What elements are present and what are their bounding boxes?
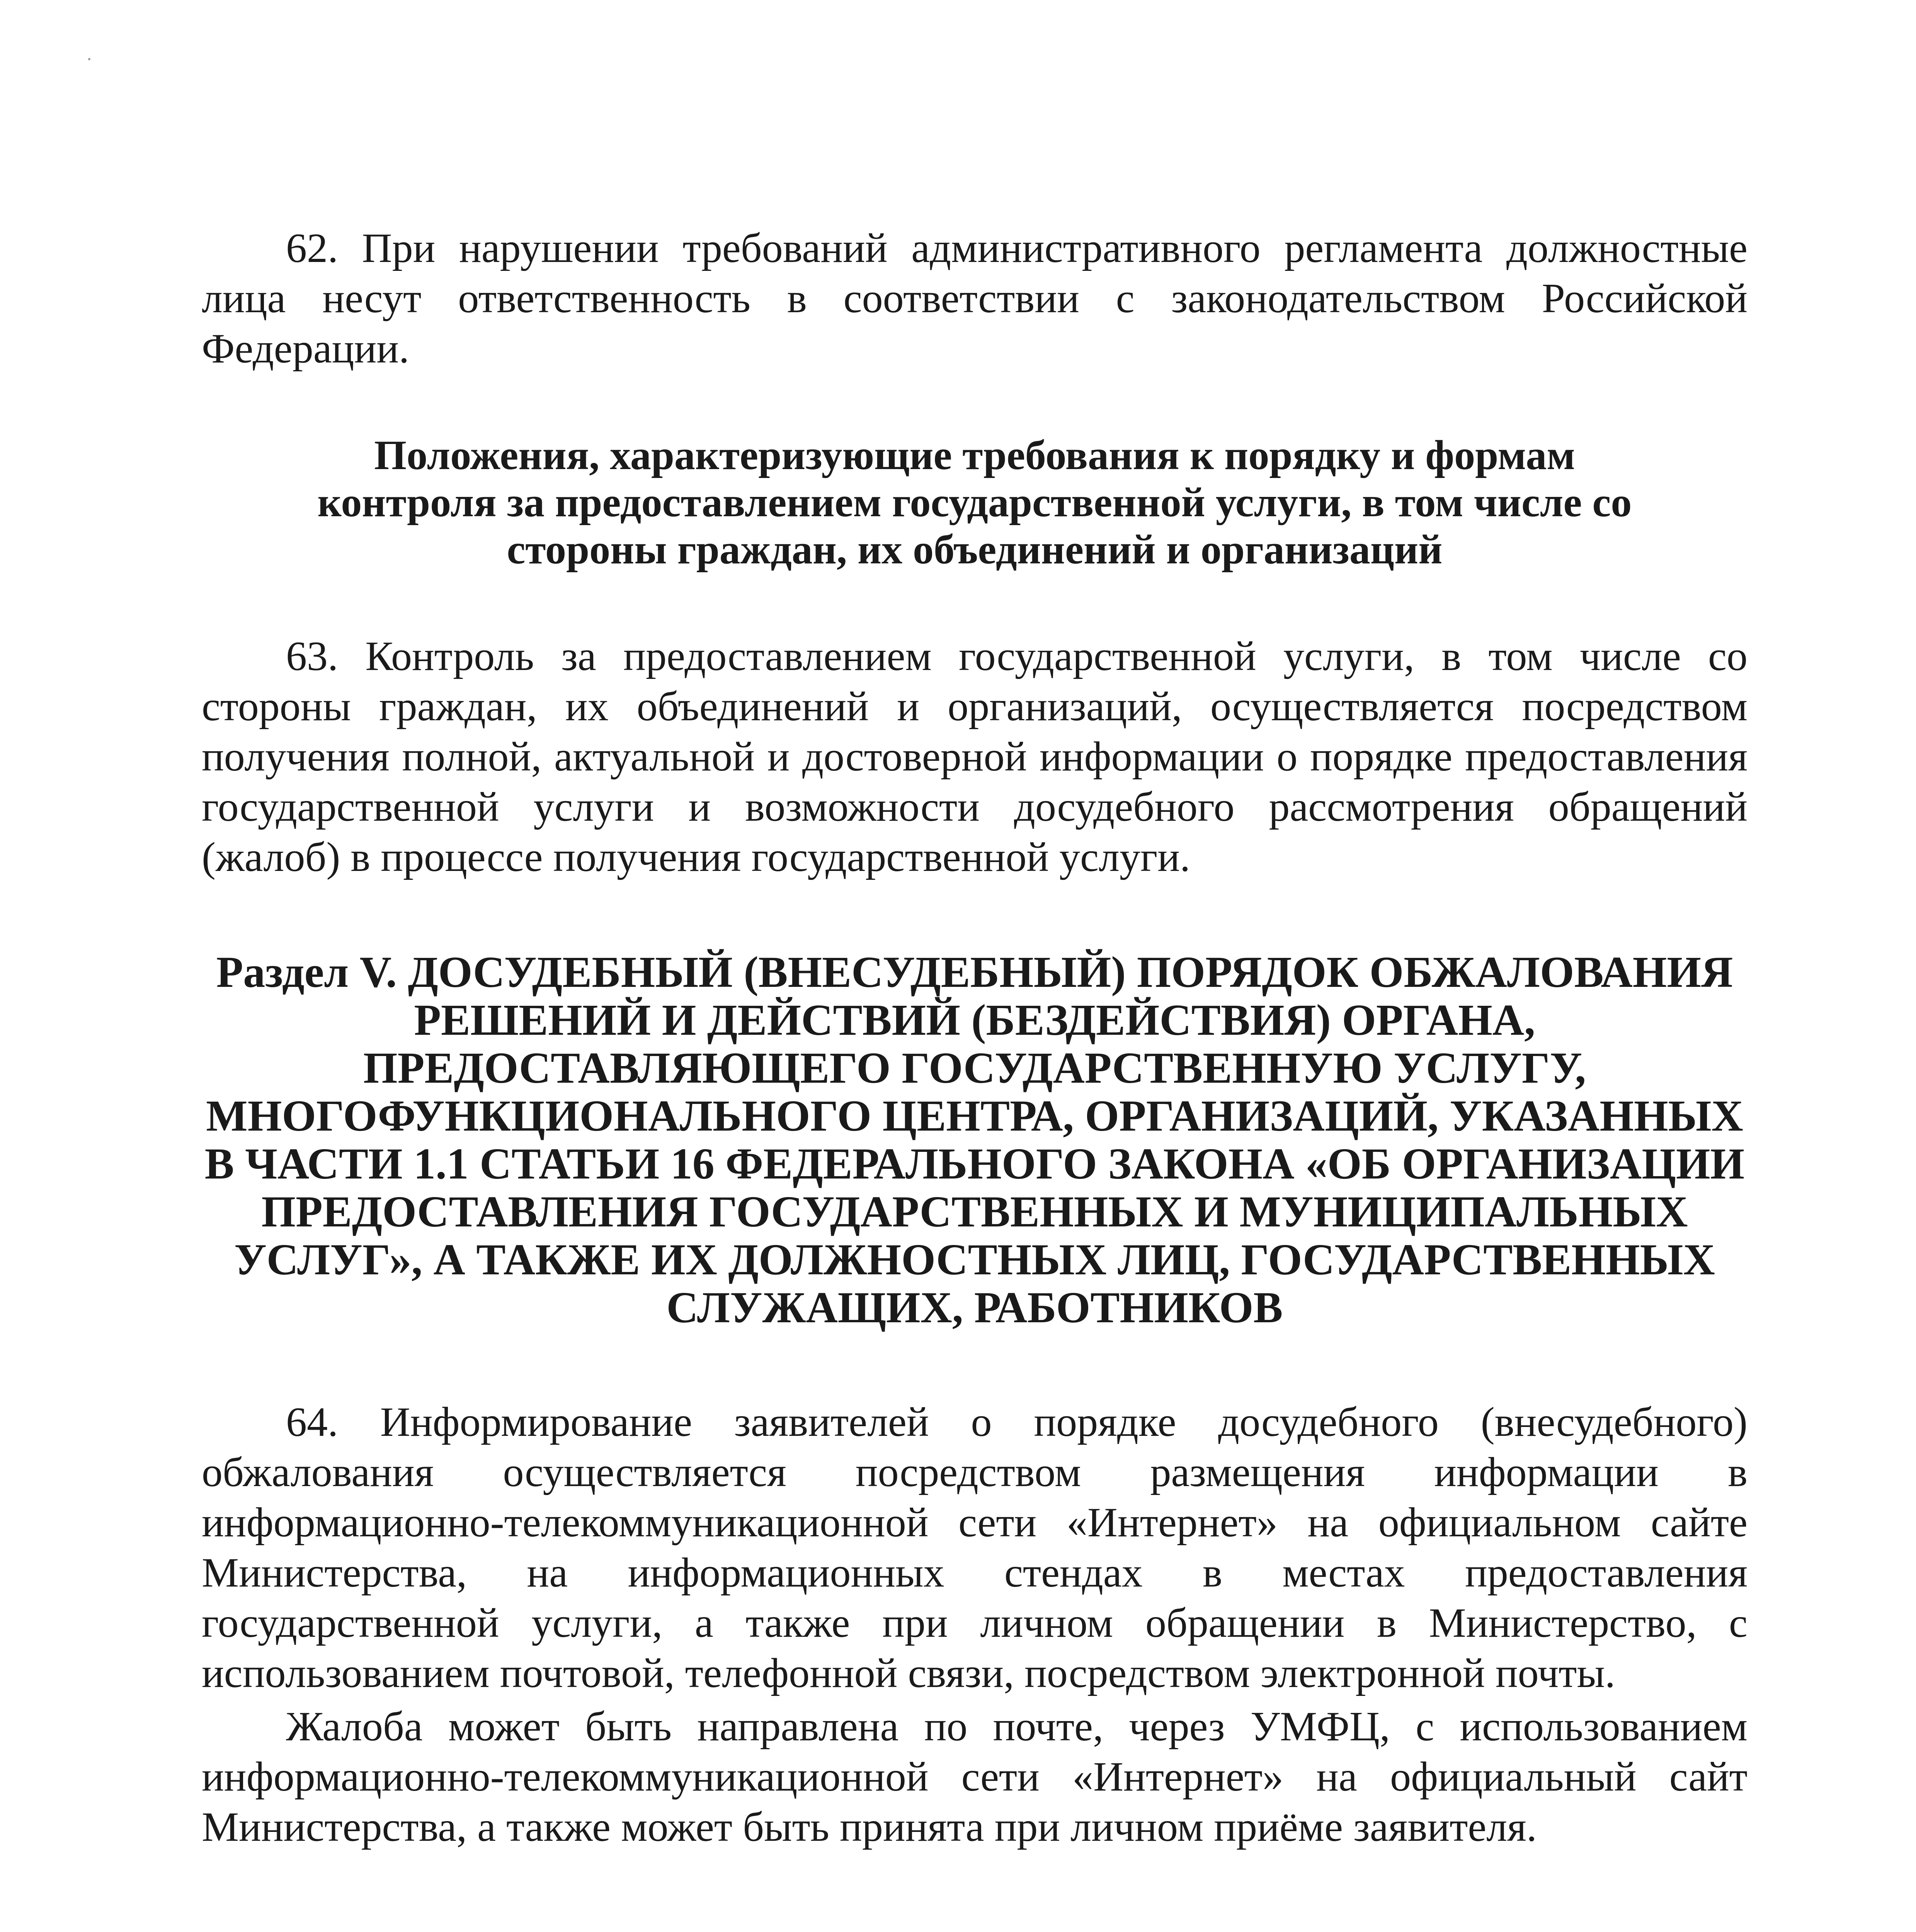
paragraph-64: 64. Информирование заявителей о порядке досудебного (внесудебного) обжалования осуществляется посредством размещения информации в информационно-телекоммуникационной сети «Интернет» на официальном сайте Министерства, на информационных стендах в местах предоставления государственной услуги, а также при личном обращении в Министерство, с использованием почтовой, телефонной связи, посредством электронной почты. [202,1399,1748,1696]
heading-control-requirements: Положения, характеризующие требования к порядку и формам контроля за предоставлением государственной услуги, в том числе со стороны граждан, их объединений и организаций [317,432,1632,573]
paragraph-63: 63. Контроль за предоставлением государственной услуги, в том числе со стороны граждан, их объединений и организаций, осуществляется посредством получения полной, актуальной и достоверной информации о порядке предоставления государственной услуги и возможности досудебного рассмотрения обращений (жалоб) в процессе получения государственной услуги. [202,633,1748,880]
paragraph-62: 62. При нарушении требований административного регламента должностные лица несут ответственность в соответствии с законодательством Российской Федерации. [202,225,1748,372]
document-body [202,223,1748,1852]
section-v-heading: Раздел V. ДОСУДЕБНЫЙ (ВНЕСУДЕБНЫЙ) ПОРЯДОК ОБЖАЛОВАНИЯ РЕШЕНИЙ И ДЕЙСТВИЙ (БЕЗДЕЙСТВИЯ) ОРГАНА, ПРЕДОСТАВЛЯЮЩЕГО ГОСУДАРСТВЕННУЮ УСЛУГУ, МНОГОФУНКЦИОНАЛЬНОГО ЦЕНТРА, ОРГАНИЗАЦИЙ, УКАЗАННЫХ В ЧАСТИ 1.1 СТАТЬИ 16 ФЕДЕРАЛЬНОГО ЗАКОНА «ОБ ОРГАНИЗАЦИИ ПРЕДОСТАВЛЕНИЯ ГОСУДАРСТВЕННЫХ И МУНИЦИПАЛЬНЫХ УСЛУГ», А ТАКЖЕ ИХ ДОЛЖНОСТНЫХ ЛИЦ, ГОСУДАРСТВЕННЫХ СЛУЖАЩИХ, РАБОТНИКОВ [204,947,1745,1332]
scan-speck [88,58,90,60]
paragraph-complaint: Жалоба может быть направлена по почте, через УМФЦ, с использованием информационно-телекоммуникационной сети «Интернет» на официальный сайт Министерства, а также может быть принята при личном приёме заявителя. [202,1704,1748,1850]
